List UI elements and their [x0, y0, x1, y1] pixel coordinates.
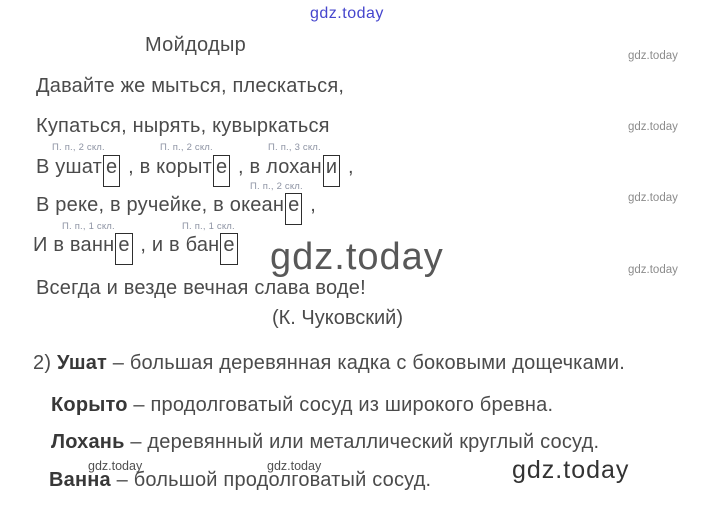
definition-term-vanna: Ванна — [49, 469, 111, 491]
poem-line-6: Всегда и везде вечная слава воде! — [36, 277, 366, 299]
case-ending-box-koryte: е — [213, 155, 230, 187]
definition-term-ushat: Ушат — [56, 352, 108, 374]
definition-text-lohan: – деревянный или металлический круглый сосуд. — [124, 431, 600, 453]
definition-row-1 — [33, 352, 625, 375]
case-ending-box-bane: е — [220, 233, 237, 265]
watermark-right-2: gdz.today — [628, 121, 678, 133]
case-ending-box-lohani: и — [323, 155, 340, 187]
case-ending-box-okeane: е — [285, 193, 302, 225]
poem-author: (К. Чуковский) — [272, 307, 404, 329]
line3-text-3: , в лохан — [232, 156, 322, 178]
case-ending-box-vanne: е — [115, 233, 132, 265]
poem-line-1: Давайте же мыться, плескаться, — [36, 75, 345, 97]
line3-text-2: , в корыт — [122, 156, 212, 178]
case-annotation-koryte: П. п., 2 скл. — [160, 142, 213, 153]
watermark-bottom-large: gdz.today — [512, 456, 630, 484]
case-annotation-lohani: П. п., 3 скл. — [268, 142, 321, 153]
definition-text-vanna: – большой продолговатый сосуд. — [110, 469, 432, 491]
watermark-center: gdz.today — [270, 236, 444, 278]
definition-text-koryto: – продолговатый сосуд из широкого бревна. — [127, 394, 554, 416]
watermark-bottom-small-2: gdz.today — [267, 459, 322, 473]
poem-title: Мойдодыр — [145, 34, 247, 56]
line3-text-1: В ушат — [36, 156, 102, 178]
definition-row-3 — [51, 431, 599, 454]
case-annotation-vanne: П. п., 1 скл. — [62, 221, 115, 232]
watermark-top: gdz.today — [310, 5, 384, 22]
poem-line-5 — [33, 233, 240, 265]
definition-text-ushat: – большая деревянная кадка с боковыми дощечками. — [107, 352, 625, 374]
definition-row-2 — [51, 394, 553, 417]
case-annotation-okeane: П. п., 2 скл. — [250, 181, 303, 192]
line3-text-4: , — [342, 156, 354, 178]
watermark-right-1: gdz.today — [628, 50, 678, 62]
line4-text-2: , — [304, 194, 316, 216]
line5-text-2: , и в бан — [134, 234, 220, 256]
definition-number: 2) — [33, 352, 57, 374]
definition-term-koryto: Корыто — [51, 394, 128, 416]
definition-row-4 — [49, 469, 431, 492]
case-annotation-ushate: П. п., 2 скл. — [52, 142, 105, 153]
definition-term-lohan: Лохань — [51, 431, 125, 453]
poem-line-3 — [36, 155, 354, 187]
watermark-right-3: gdz.today — [628, 192, 678, 204]
case-annotation-bane: П. п., 1 скл. — [182, 221, 235, 232]
line5-text-1: И в ванн — [33, 234, 115, 256]
poem-line-2: Купаться, нырять, кувыркаться — [36, 115, 330, 137]
watermark-bottom-small-1: gdz.today — [88, 459, 143, 473]
line4-text-1: В реке, в ручейке, в океан — [36, 194, 285, 216]
watermark-right-4: gdz.today — [628, 264, 678, 276]
case-ending-box-ushate: е — [103, 155, 120, 187]
